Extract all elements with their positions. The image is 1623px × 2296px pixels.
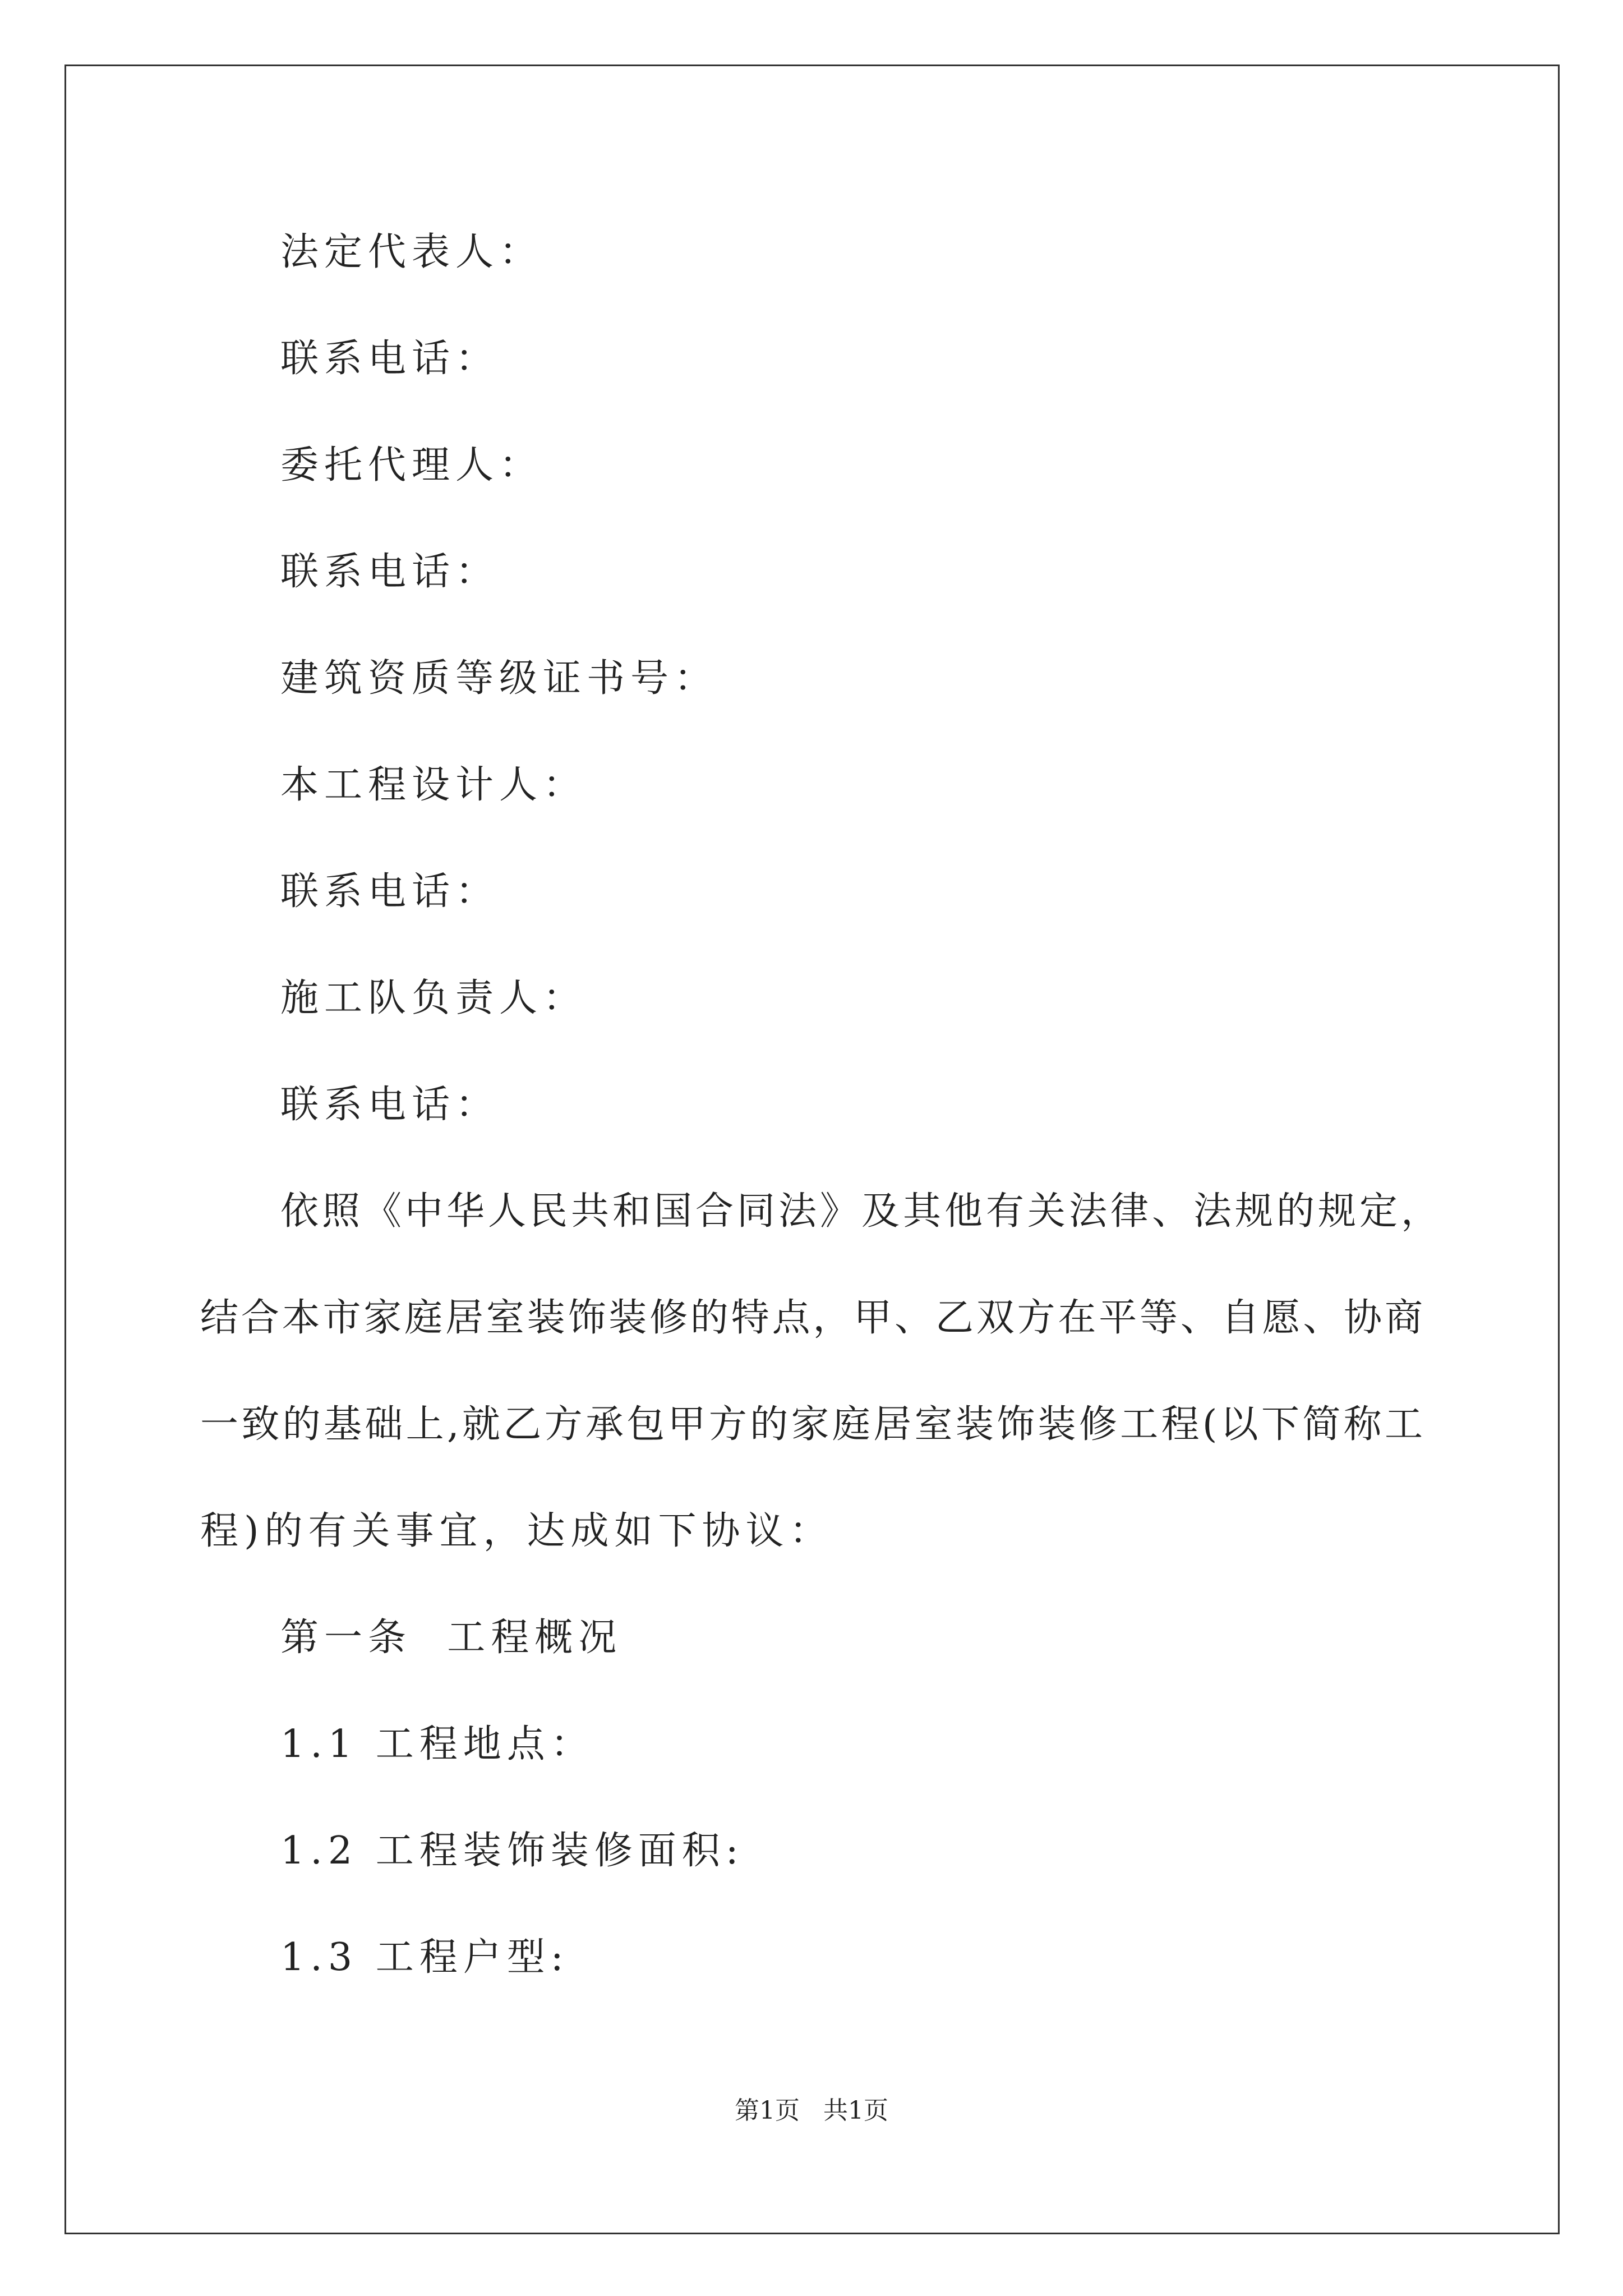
paragraph-line-3: 一致的基础上,就乙方承包甲方的家庭居室装饰装修工程(以下简称工 <box>200 1402 1423 1447</box>
paragraph-line-4: 程)的有关事宜，达成如下协议： <box>200 1509 833 1553</box>
field-authorized-agent: 委托代理人： <box>280 443 543 487</box>
page-border <box>64 65 1560 2234</box>
field-contact-phone-4: 联系电话： <box>280 1083 500 1127</box>
paragraph-line-1: 依照《中华人民共和国合同法》及其他有关法律、法规的规定， <box>280 1189 1443 1234</box>
field-contact-phone-1: 联系电话： <box>280 337 500 381</box>
item-1-3: 1.3 工程户型: <box>280 1935 569 1980</box>
field-legal-representative: 法定代表人： <box>280 230 543 274</box>
page-number-footer: 第1页 共1页 <box>735 2096 888 2125</box>
field-construction-team-lead: 施工队负责人： <box>280 976 587 1020</box>
field-contact-phone-3: 联系电话： <box>280 869 500 914</box>
field-contact-phone-2: 联系电话： <box>280 550 500 594</box>
section-heading: 第一条 工程概况 <box>280 1616 623 1660</box>
item-1-1: 1.1 工程地点： <box>280 1722 594 1766</box>
paragraph-line-2: 结合本市家庭居室装饰装修的特点，甲、乙双方在平等、自愿、协商 <box>200 1296 1423 1340</box>
field-project-designer: 本工程设计人： <box>280 763 587 807</box>
field-qualification-certificate: 建筑资质等级证书号： <box>280 656 718 701</box>
item-1-2: 1.2 工程装饰装修面积: <box>280 1829 744 1873</box>
